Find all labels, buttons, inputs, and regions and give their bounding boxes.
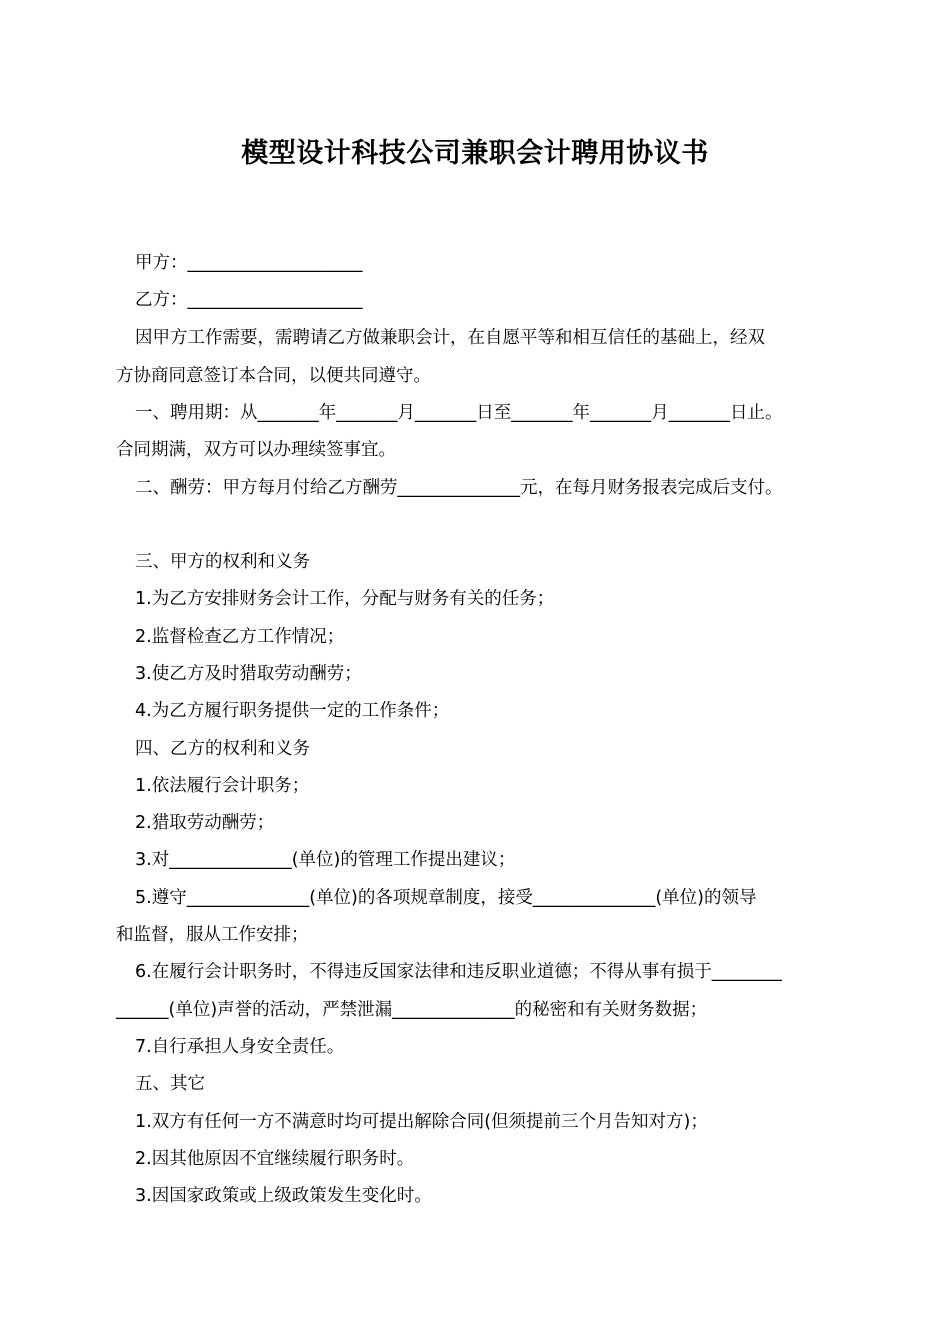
list-item: 6.在履行会计职务时，不得违反国家法律和违反职业道德；不得从事有损于________ <box>135 962 782 982</box>
pay-clause-line: 二、酬劳：甲方每月付给乙方酬劳______________元，在每月财务报表完成后支付。 <box>135 478 783 498</box>
list-item: 1.双方有任何一方不满意时均可提出解除合同(但须提前三个月告知对方)； <box>135 1112 708 1132</box>
list-item: 1.依法履行会计职务； <box>135 776 310 796</box>
term-clause-line-1: 一、聘用期：从_______年_______月_______日至_______年_______月_______日止。 <box>135 403 783 423</box>
list-item: 7.自行承担人身安全责任。 <box>135 1037 345 1057</box>
section-heading: 四、乙方的权利和义务 <box>135 739 310 759</box>
list-item-continuation: 和监督，服从工作安排； <box>116 925 309 945</box>
intro-paragraph-line-1: 因甲方工作需要，需聘请乙方做兼职会计，在自愿平等和相互信任的基础上，经双 <box>135 328 765 348</box>
term-clause-line-2: 合同期满，双方可以办理续签事宜。 <box>116 440 396 460</box>
party-a-line: 甲方：____________________ <box>135 253 363 273</box>
list-item: 3.对______________(单位)的管理工作提出建议； <box>135 850 516 870</box>
list-item: 3.使乙方及时猎取劳动酬劳； <box>135 664 362 684</box>
intro-paragraph-line-2: 方协商同意签订本合同，以便共同遵守。 <box>116 366 431 386</box>
list-item: 2.因其他原因不宜继续履行职务时。 <box>135 1149 415 1169</box>
document-title: 模型设计科技公司兼职会计聘用协议书 <box>241 138 709 169</box>
list-item: 2.猎取劳动酬劳； <box>135 813 275 833</box>
list-item: 1.为乙方安排财务会计工作，分配与财务有关的任务； <box>135 589 555 609</box>
party-b-line: 乙方：____________________ <box>135 290 363 310</box>
list-item: 2.监督检查乙方工作情况； <box>135 627 345 647</box>
list-item: 5.遵守______________(单位)的各项规章制度，接受______________(单位)的领导 <box>135 888 757 908</box>
section-heading: 五、其它 <box>135 1074 205 1094</box>
section-heading: 三、甲方的权利和义务 <box>135 552 310 572</box>
list-item: 3.因国家政策或上级政策发生变化时。 <box>135 1186 432 1206</box>
list-item-continuation: ______(单位)声誉的活动，严禁泄漏______________的秘密和有关财务数据； <box>116 1000 708 1020</box>
list-item: 4.为乙方履行职务提供一定的工作条件； <box>135 701 450 721</box>
